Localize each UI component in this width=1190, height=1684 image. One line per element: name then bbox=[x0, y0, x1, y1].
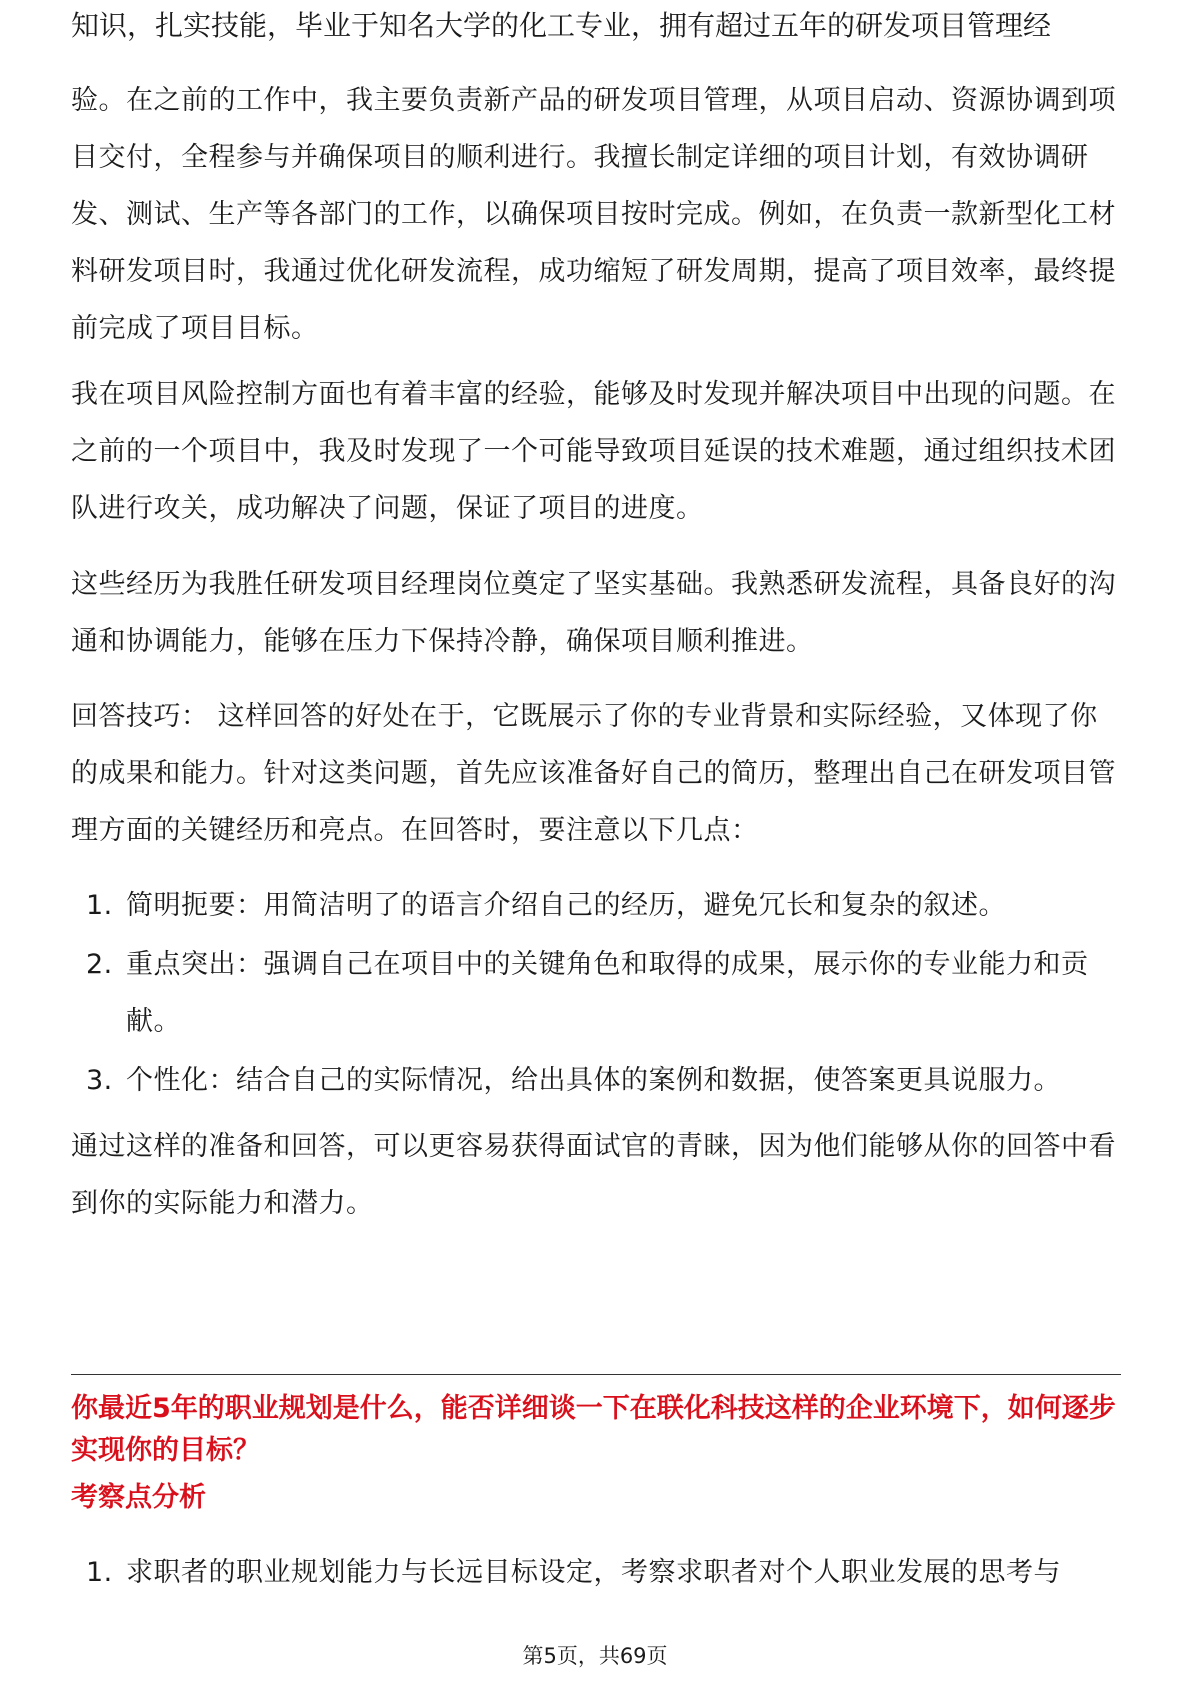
page-number-footer: 第5页，共69页 bbox=[522, 1644, 668, 1668]
list-item-number: 2. bbox=[86, 949, 113, 980]
analysis-list bbox=[71, 1544, 1121, 1601]
list-item bbox=[71, 1544, 1121, 1601]
analysis-heading: 考察点分析 bbox=[71, 1482, 206, 1513]
list-item-text: 简明扼要：用简洁明了的语言介绍自己的经历，避免冗长和复杂的叙述。 bbox=[126, 890, 1006, 921]
answer-paragraph-experience: 验。在之前的工作中，我主要负责新产品的研发项目管理，从项目启动、资源协调到项目交付，全程参与并确保项目的顺利进行。我擅长制定详细的项目计划，有效协调研发、测试、生产等各部门的工作，以确保项目按时完成。例如，在负责一款新型化工材料研发项目时，我通过优化研发流程，成功缩短了研发周期，提高了项目效率，最终提前完成了项目目标。 bbox=[71, 85, 1116, 344]
answer-tips-paragraph: 回答技巧： 这样回答的好处在于，它既展示了你的专业背景和实际经验，又体现了你的成果和能力。针对这类问题，首先应该准备好自己的简历，整理出自己在研发项目管理方面的关键经历和亮点。在回答时，要注意以下几点： bbox=[71, 701, 1116, 846]
list-item-number: 1. bbox=[86, 1557, 113, 1588]
list-item-text: 重点突出：强调自己在项目中的关键角色和取得的成果，展示你的专业能力和贡献。 bbox=[126, 949, 1089, 1037]
list-item-text: 个性化：结合自己的实际情况，给出具体的案例和数据，使答案更具说服力。 bbox=[126, 1065, 1061, 1096]
section-divider bbox=[71, 1374, 1121, 1375]
list-item-number: 1. bbox=[86, 890, 113, 921]
list-item bbox=[71, 1052, 1121, 1109]
list-item-number: 3. bbox=[86, 1065, 113, 1096]
list-item bbox=[71, 877, 1121, 934]
list-item bbox=[71, 936, 1121, 1050]
answer-paragraph-risk-control: 我在项目风险控制方面也有着丰富的经验，能够及时发现并解决项目中出现的问题。在之前的一个项目中，我及时发现了一个可能导致项目延误的技术难题，通过组织技术团队进行攻关，成功解决了问题，保证了项目的进度。 bbox=[71, 379, 1116, 524]
interview-question-heading: 你最近5年的职业规划是什么，能否详细谈一下在联化科技这样的企业环境下，如何逐步实现你的目标？ bbox=[71, 1393, 1116, 1466]
answer-paragraph-summary: 这些经历为我胜任研发项目经理岗位奠定了坚实基础。我熟悉研发流程，具备良好的沟通和协调能力，能够在压力下保持冷静，确保项目顺利推进。 bbox=[71, 569, 1116, 657]
list-item-text: 求职者的职业规划能力与长远目标设定，考察求职者对个人职业发展的思考与 bbox=[126, 1557, 1061, 1588]
tips-list bbox=[71, 877, 1121, 1109]
cut-off-text-line: 知识，扎实技能，毕业于知名大学的化工专业，拥有超过五年的研发项目管理经 bbox=[71, 9, 1052, 42]
closing-paragraph: 通过这样的准备和回答，可以更容易获得面试官的青睐，因为他们能够从你的回答中看到你的实际能力和潜力。 bbox=[71, 1131, 1116, 1219]
